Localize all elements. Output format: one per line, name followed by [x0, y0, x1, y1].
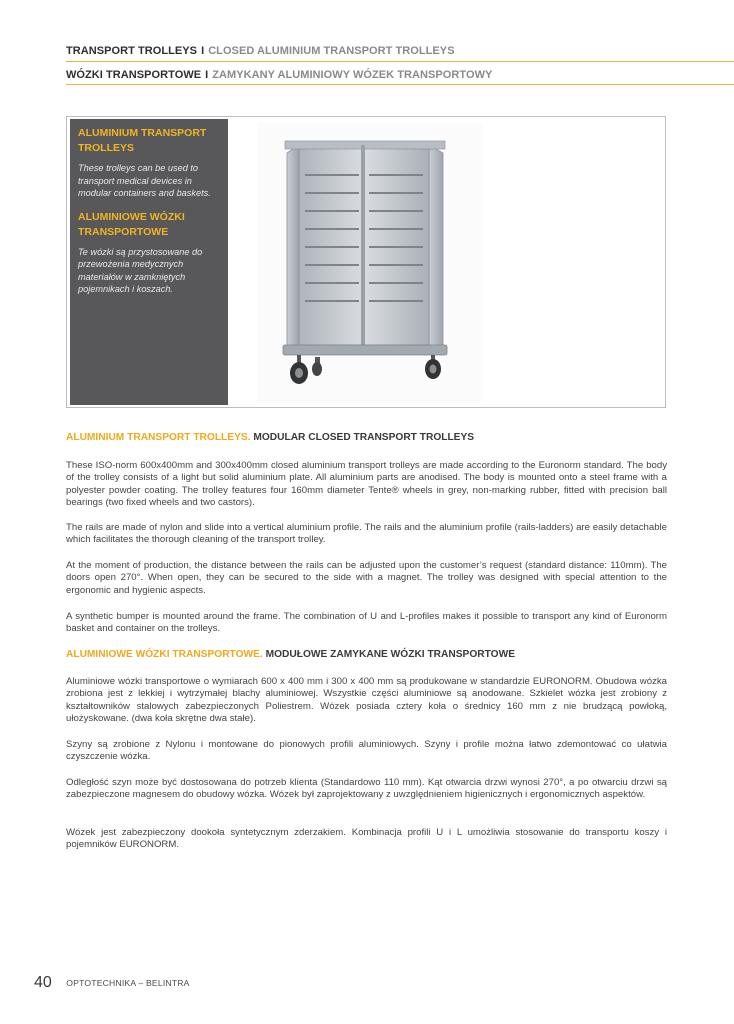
info-panel [70, 119, 228, 405]
section-title-highlight: ALUMINIUM TRANSPORT TROLLEYS. [66, 432, 251, 443]
paragraph-en-2: The rails are made of nylon and slide into a vertical aluminium profile. The rails and the aluminium profile (rails-ladders) are easily detachable which facilitates the thorough cleaning of the transport trolley. [66, 522, 667, 546]
info-title-en: ALUMINIUM TRANSPORT TROLLEYS [78, 127, 207, 154]
paragraph-pl-3: Odległość szyn może być dostosowana do potrzeb klienta (Standardowo 110 mm). Kąt otwarcia drzwi wynosi 270°, a po otwarciu drzwi są zabezpieczone magnesem do obudowy wózka. Wózek był zaprojektowany z uwzględnieniem higienicznych i ergonomicznych aspektów. [66, 777, 667, 801]
paragraph-pl-2: Szyny są zrobione z Nylonu i montowane do pionowych profili aluminiowych. Szyny i profile można łatwo zdemontować co ułatwia czyszczenie wózka. [66, 739, 667, 763]
header-subcategory-pl: ZAMYKANY ALUMINIOWY WÓZEK TRANSPORTOWY [212, 69, 493, 81]
header-line-pl [66, 69, 492, 81]
section-title-rest: MODUŁOWE ZAMYKANE WÓZKI TRANSPORTOWE [265, 649, 515, 660]
trolley-illustration [257, 123, 483, 401]
section-title-en [66, 432, 474, 443]
paragraph-pl-1: Aluminiowe wózki transportowe o wymiarach 600 x 400 mm i 300 x 400 mm są produkowane w standardzie EURONORM. Obudowa wózka zrobiona jest z lekkiej i wytrzymałej blachy aluminiowej. Wszystkie części aluminiowe są anodowane. Szkielet wózka jest zrobiony z kształtowników stalowych zabezpieczonych Poliestrem. Wózek posiada cztery koła o średnicy 160 mm z nie brudzącą powłoką, ułożyskowane. (dwa koła skrętne dwa stałe). [66, 676, 667, 725]
paragraph-en-1: These ISO-norm 600x400mm and 300x400mm closed aluminium transport trolleys are made according to the Euronorm standard. The body of the trolley consists of a light but solid aluminium plate. All aluminium parts are anodised. The body is mounted onto a steel frame with a polyester powder coating. The trolley features four 160mm diameter Tente® wheels in grey, non-marking rubber, fitted with precision ball bearings (two fixed wheels and two castors). [66, 460, 667, 509]
feature-box [66, 116, 666, 408]
header-subcategory-en: CLOSED ALUMINIUM TRANSPORT TROLLEYS [208, 45, 455, 57]
section-title-rest: MODULAR CLOSED TRANSPORT TROLLEYS [253, 432, 475, 443]
page-number: 40 [34, 974, 52, 991]
info-text-pl: Te wózki są przystosowane do przewożenia medycznych materiałów w zamkniętych pojemnikach i koszach. [78, 246, 203, 294]
page-footer [34, 974, 190, 992]
header-category-en: TRANSPORT TROLLEYS [66, 45, 198, 57]
paragraph-en-4: A synthetic bumper is mounted around the frame. The combination of U and L-profiles makes it possible to transport any kind of Euronorm basket and container on the trolleys. [66, 611, 667, 635]
info-title-pl: ALUMINIOWE WÓZKI TRANSPORTOWE [78, 210, 185, 238]
paragraph-en-3: At the moment of production, the distance between the rails can be adjusted upon the customer’s request (standard distance: 110mm). The doors open 270°. When open, they can be secured to the side with a magnet. The trolley was designed with special attention to the ergonomic and hygienic aspects. [66, 560, 667, 596]
section-title-pl [66, 649, 515, 660]
info-text-en: These trolleys can be used to transport medical devices in modular containers and baskets. [78, 163, 211, 198]
header-separator: I [205, 69, 209, 81]
paragraph-pl-4: Wózek jest zabezpieczony dookoła syntetycznym zderzakiem. Kombinacja profili U i L umożliwia stosowanie do transportu koszy i pojemników EURONORM. [66, 827, 667, 851]
header-category-pl: WÓZKI TRANSPORTOWE [66, 69, 202, 81]
footer-brand: OPTOTECHNIKA – BELINTRA [66, 978, 190, 988]
header-divider [66, 84, 734, 85]
section-title-highlight: ALUMINIOWE WÓZKI TRANSPORTOWE. [66, 649, 263, 660]
header-divider [66, 61, 734, 62]
header-line-en [66, 45, 455, 57]
trolley-photo [257, 123, 483, 401]
header-separator: I [201, 45, 205, 57]
